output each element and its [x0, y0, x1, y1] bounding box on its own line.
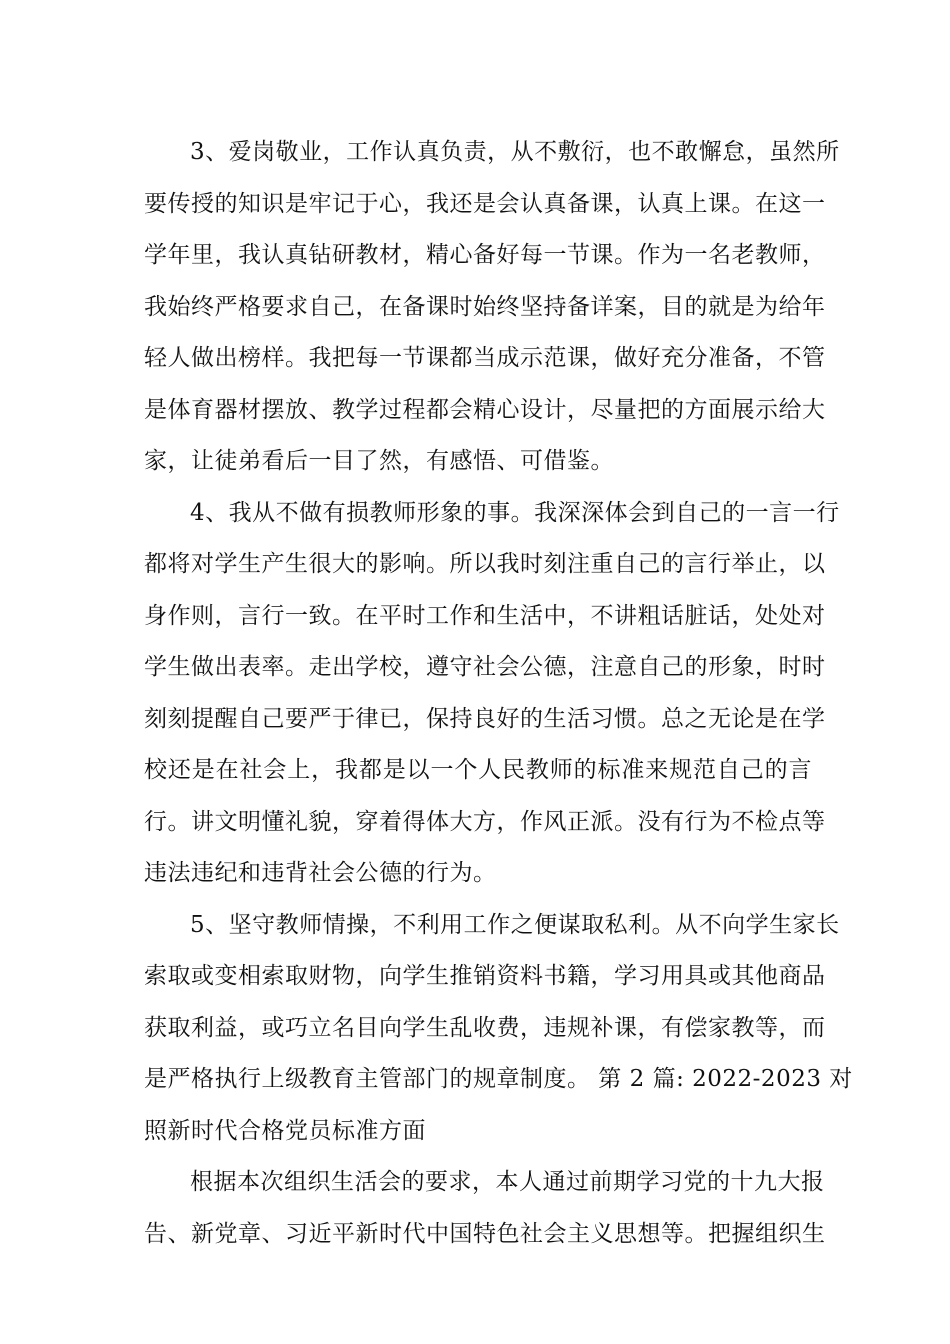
text-line: 家，让徒弟看后一目了然，有感悟、可借鉴。 — [144, 448, 614, 474]
text-line: 是体育器材摆放、教学过程都会精心设计，尽量把的方面展示给大 — [144, 397, 826, 423]
text-line: 索取或变相索取财物，向学生推销资料书籍，学习用具或其他商品 — [144, 963, 826, 989]
text-line: 要传授的知识是牢记于心，我还是会认真备课，认真上课。在这一 — [144, 191, 826, 217]
text-line: 告、新党章、习近平新时代中国特色社会主义思想等。把握组织生 — [144, 1221, 826, 1247]
text-line: 获取利益，或巧立名目向学生乱收费，违规补课，有偿家教等，而 — [144, 1015, 826, 1041]
text-line: 是严格执行上级教育主管部门的规章制度。 第 2 篇: 2022-2023 对 — [144, 1066, 853, 1092]
text-line: 4、我从不做有损教师形象的事。我深深体会到自己的一言一行 — [190, 500, 840, 526]
text-line: 5、坚守教师情操，不利用工作之便谋取私利。从不向学生家长 — [190, 912, 840, 938]
text-line: 校还是在社会上，我都是以一个人民教师的标准来规范自己的言 — [144, 757, 812, 783]
text-line: 照新时代合格党员标准方面 — [144, 1118, 426, 1144]
text-line: 行。讲文明懂礼貌，穿着得体大方，作风正派。没有行为不检点等 — [144, 809, 826, 835]
text-line: 刻刻提醒自己要严于律已，保持良好的生活习惯。总之无论是在学 — [144, 706, 826, 732]
text-line: 学生做出表率。走出学校，遵守社会公德，注意自己的形象，时时 — [144, 654, 826, 680]
text-line: 违法违纪和违背社会公德的行为。 — [144, 860, 497, 886]
text-line: 轻人做出榜样。我把每一节课都当成示范课，做好充分准备，不管 — [144, 345, 826, 371]
text-line: 身作则，言行一致。在平时工作和生活中，不讲粗话脏话，处处对 — [144, 603, 826, 629]
text-line: 3、爱岗敬业，工作认真负责，从不敷衍，也不敢懈怠，虽然所 — [190, 139, 840, 165]
text-line: 我始终严格要求自己，在备课时始终坚持备详案，目的就是为给年 — [144, 294, 826, 320]
text-line: 根据本次组织生活会的要求，本人通过前期学习党的十九大报 — [190, 1169, 825, 1195]
text-line: 学年里，我认真钻研教材，精心备好每一节课。作为一名老教师， — [144, 242, 826, 268]
text-line: 都将对学生产生很大的影响。所以我时刻注重自己的言行举止，以 — [144, 551, 826, 577]
